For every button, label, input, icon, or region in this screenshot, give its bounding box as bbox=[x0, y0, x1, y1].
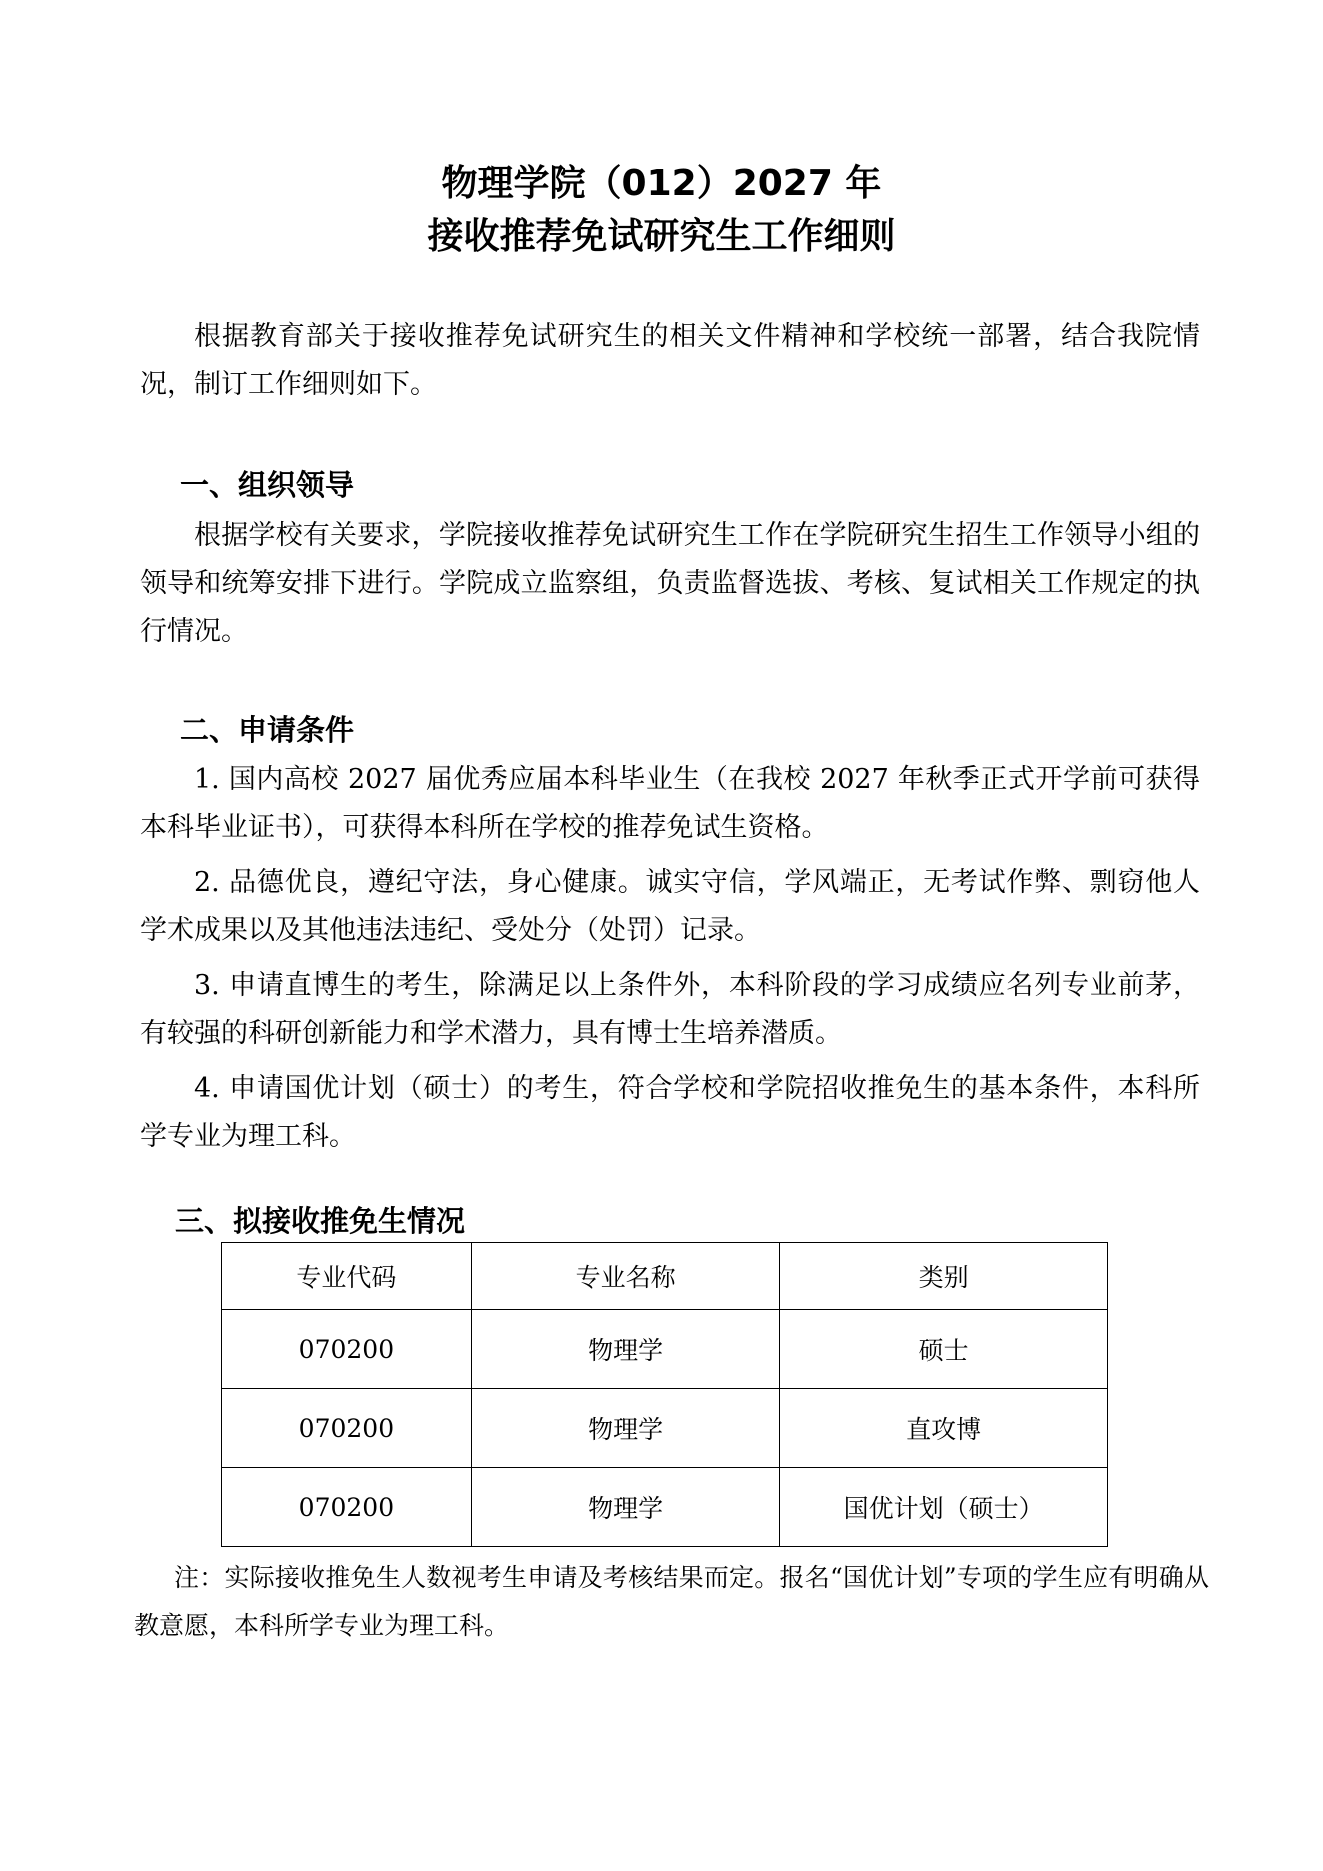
section-body-organization: 根据学校有关要求，学院接收推荐免试研究生工作在学院研究生招生工作领导小组的领导和统筹安排下进行。学院成立监察组，负责监督选拔、考核、复试相关工作规定的执行情况。 bbox=[140, 520, 1200, 647]
cell-category: 直攻博 bbox=[780, 1389, 1108, 1468]
section-heading-organization: 一、组织领导 bbox=[180, 468, 355, 502]
cell-major-code: 070200 bbox=[222, 1389, 472, 1468]
column-header-major-code: 专业代码 bbox=[222, 1243, 472, 1310]
cell-major-code: 070200 bbox=[222, 1468, 472, 1547]
section-heading-requirements: 二、申请条件 bbox=[180, 713, 355, 747]
section-heading-quota: 三、拟接收推免生情况 bbox=[175, 1204, 466, 1238]
table-row bbox=[222, 1310, 1108, 1389]
cell-major-code: 070200 bbox=[222, 1310, 472, 1389]
cell-major-name: 物理学 bbox=[471, 1389, 780, 1468]
column-header-major-name: 专业名称 bbox=[471, 1243, 780, 1310]
requirement-item: 2. 品德优良，遵纪守法，身心健康。诚实守信，学风端正，无考试作弊、剽窃他人学术成果以及其他违法违纪、受处分（处罚）记录。 bbox=[140, 867, 1200, 946]
table-header-row bbox=[222, 1243, 1108, 1310]
table-note: 注：实际接收推免生人数视考生申请及考核结果而定。报名“国优计划”专项的学生应有明确从教意愿，本科所学专业为理工科。 bbox=[134, 1563, 1209, 1640]
page-title-line2: 接收推荐免试研究生工作细则 bbox=[427, 216, 896, 257]
table-row bbox=[222, 1468, 1108, 1547]
cell-category: 硕士 bbox=[780, 1310, 1108, 1389]
quota-table bbox=[221, 1242, 1108, 1547]
requirement-item: 3. 申请直博生的考生，除满足以上条件外，本科阶段的学习成绩应名列专业前茅，有较强的科研创新能力和学术潜力，具有博士生培养潜质。 bbox=[140, 970, 1200, 1049]
table-row bbox=[222, 1389, 1108, 1468]
cell-category: 国优计划（硕士） bbox=[780, 1468, 1108, 1547]
column-header-category: 类别 bbox=[780, 1243, 1108, 1310]
cell-major-name: 物理学 bbox=[471, 1468, 780, 1547]
page-title-line1: 物理学院（012）2027 年 bbox=[441, 163, 882, 204]
requirement-item: 4. 申请国优计划（硕士）的考生，符合学校和学院招收推免生的基本条件，本科所学专业为理工科。 bbox=[140, 1073, 1200, 1152]
requirement-item: 1. 国内高校 2027 届优秀应届本科毕业生（在我校 2027 年秋季正式开学前可获得本科毕业证书），可获得本科所在学校的推荐免试生资格。 bbox=[140, 764, 1200, 843]
cell-major-name: 物理学 bbox=[471, 1310, 780, 1389]
intro-paragraph: 根据教育部关于接收推荐免试研究生的相关文件精神和学校统一部署，结合我院情况，制订工作细则如下。 bbox=[140, 321, 1200, 400]
